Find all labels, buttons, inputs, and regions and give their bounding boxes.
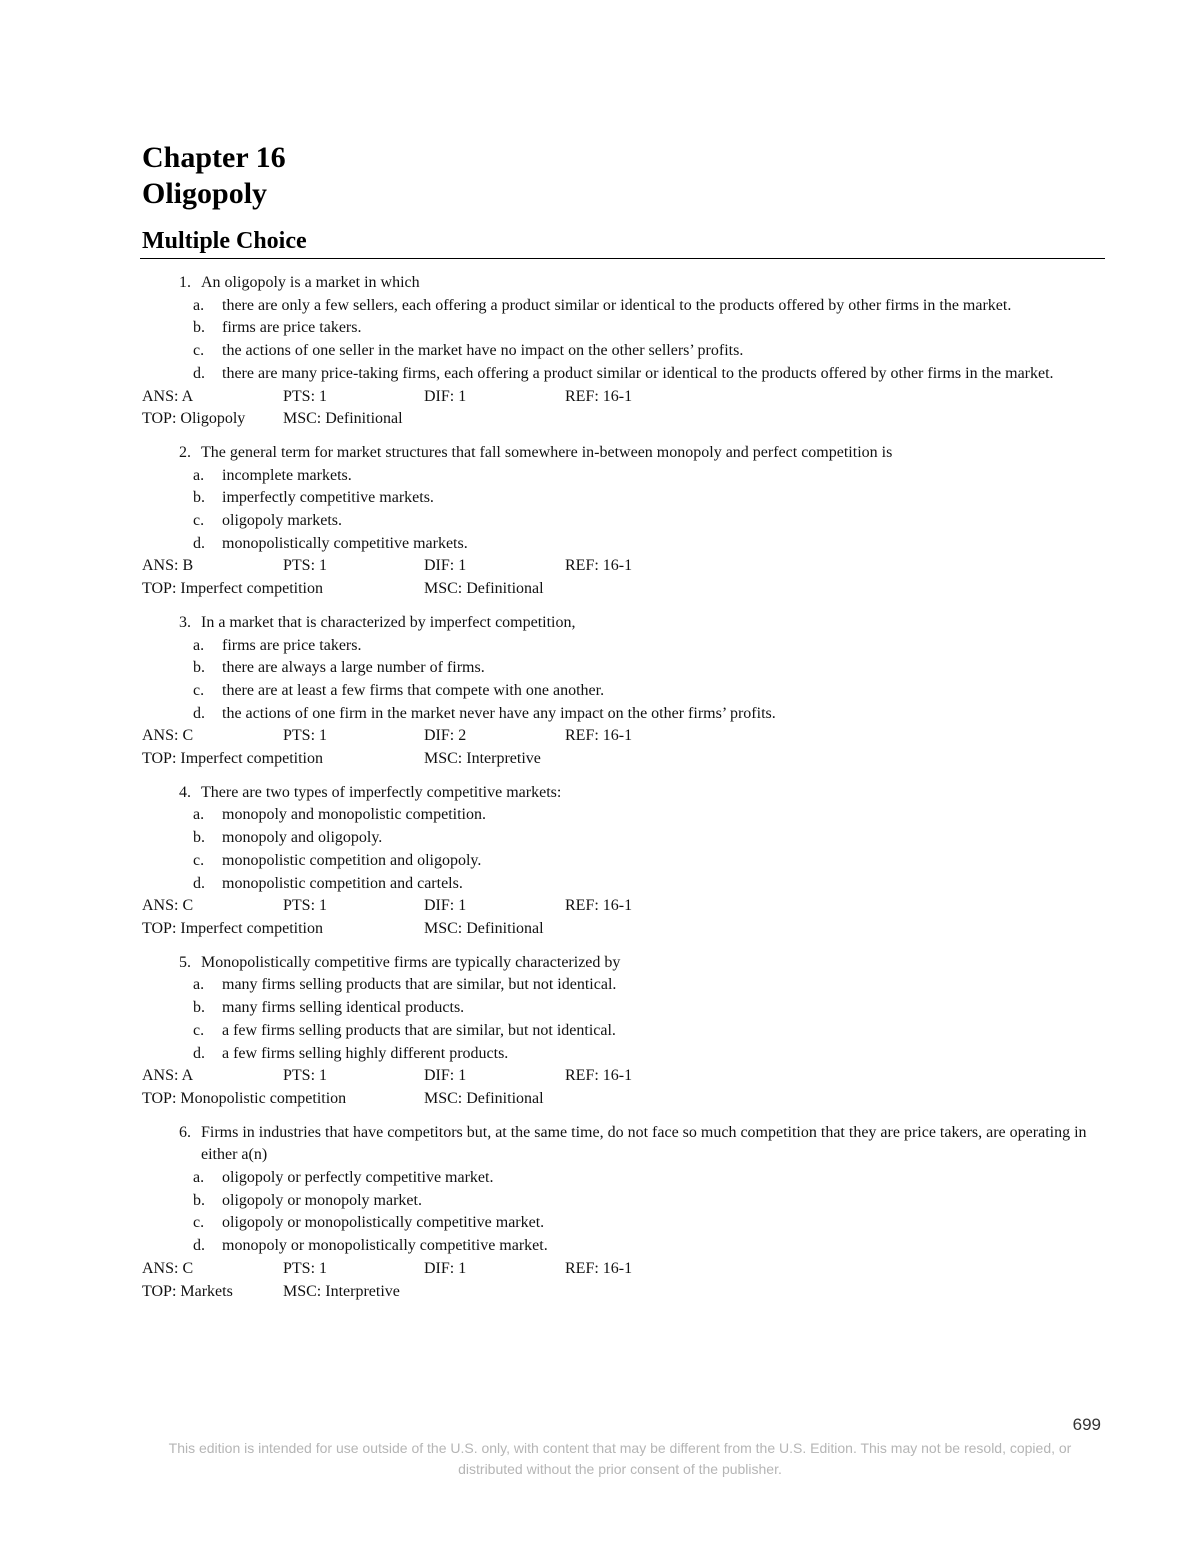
- difficulty: DIF: 2: [424, 727, 467, 745]
- question-stem: [142, 612, 1107, 635]
- question-number-label: 5.: [179, 953, 191, 971]
- answer-meta-row: [142, 386, 1107, 409]
- answer-option: [142, 1043, 1107, 1066]
- option-letter: c.: [193, 851, 205, 869]
- topic: TOP: Imperfect competition: [142, 580, 323, 598]
- answer-option: [142, 827, 1107, 850]
- points: PTS: 1: [283, 897, 328, 915]
- option-text: oligopoly or monopoly market.: [222, 1191, 422, 1209]
- question-number-label: 4.: [179, 783, 191, 801]
- section-divider: [140, 258, 1105, 259]
- question-stem: [142, 442, 1107, 465]
- answer-option: [142, 635, 1107, 658]
- points: PTS: 1: [283, 1259, 328, 1277]
- question-item: [142, 952, 1107, 1111]
- question-item: [142, 612, 1107, 771]
- chapter-heading: [142, 140, 286, 212]
- question-text: An oligopoly is a market in which: [201, 274, 420, 291]
- option-text: there are many price-taking firms, each offering a product similar or identical to the products offered by other firms in the market.: [222, 364, 1054, 382]
- option-text: oligopoly markets.: [222, 512, 342, 530]
- topic-meta-row: [142, 578, 1107, 601]
- answer-key: ANS: B: [142, 557, 194, 575]
- topic: TOP: Markets: [142, 1282, 233, 1300]
- question-text: Monopolistically competitive firms are typically characterized by: [201, 953, 621, 971]
- answer-meta-row: [142, 725, 1107, 748]
- answer-option: [142, 680, 1107, 703]
- copyright-notice: This edition is intended for use outside of the U.S. only, with content that may be different from the U.S. Edition. This may not be resold, copied, or distributed without the prior consent of the publisher.: [168, 1440, 1072, 1477]
- option-letter: c.: [193, 342, 205, 360]
- answer-option: [142, 974, 1107, 997]
- msc: MSC: Interpretive: [424, 750, 541, 768]
- option-letter: b.: [193, 489, 205, 507]
- question-stem: [142, 1122, 1107, 1167]
- option-letter: c.: [193, 1021, 205, 1039]
- difficulty: DIF: 1: [424, 1259, 467, 1277]
- answer-key: ANS: A: [142, 1067, 194, 1085]
- answer-key: ANS: A: [142, 387, 194, 405]
- answer-option: [142, 1167, 1107, 1190]
- answer-meta-row: [142, 1065, 1107, 1088]
- difficulty: DIF: 1: [424, 387, 467, 405]
- question-item: [142, 272, 1107, 431]
- answer-option: [142, 873, 1107, 896]
- answer-option: [142, 657, 1107, 680]
- question-number-label: 2.: [179, 443, 191, 461]
- option-letter: b.: [193, 1191, 205, 1209]
- question-number: [142, 952, 193, 975]
- option-text: monopoly and monopolistic competition.: [222, 806, 486, 824]
- option-text: a few firms selling products that are similar, but not identical.: [222, 1021, 616, 1039]
- question-number: [142, 782, 193, 805]
- reference: REF: 16-1: [565, 557, 633, 575]
- question-stem: [142, 952, 1107, 975]
- option-text: oligopoly or perfectly competitive market.: [222, 1169, 494, 1187]
- answer-option: [142, 804, 1107, 827]
- option-letter: a.: [193, 466, 205, 484]
- option-text: monopolistically competitive markets.: [222, 534, 468, 552]
- topic-meta-row: [142, 1281, 1107, 1304]
- answer-option: [142, 1020, 1107, 1043]
- answer-meta-row: [142, 1258, 1107, 1281]
- answer-option: [142, 703, 1107, 726]
- question-text: In a market that is characterized by imperfect competition,: [201, 613, 576, 631]
- option-text: monopoly and oligopoly.: [222, 829, 383, 847]
- question-number: [142, 1122, 193, 1167]
- reference: REF: 16-1: [565, 1259, 633, 1277]
- question-text: Firms in industries that have competitors but, at the same time, do not face so much competition that they are price takers, are operating in either a(n): [201, 1123, 1087, 1164]
- option-letter: c.: [193, 681, 205, 699]
- msc: MSC: Definitional: [424, 919, 544, 937]
- option-letter: b.: [193, 319, 205, 337]
- answer-option: [142, 510, 1107, 533]
- option-text: oligopoly or monopolistically competitive market.: [222, 1214, 545, 1232]
- points: PTS: 1: [283, 557, 328, 575]
- option-text: the actions of one seller in the market have no impact on the other sellers’ profits.: [222, 342, 744, 360]
- reference: REF: 16-1: [565, 897, 633, 915]
- topic-meta-row: [142, 408, 1107, 431]
- question-item: [142, 1122, 1107, 1304]
- answer-meta-row: [142, 895, 1107, 918]
- option-letter: b.: [193, 829, 205, 847]
- answer-key: ANS: C: [142, 727, 194, 745]
- answer-option: [142, 533, 1107, 556]
- msc: MSC: Definitional: [283, 410, 403, 428]
- question-item: [142, 442, 1107, 601]
- question-text: The general term for market structures that fall somewhere in-between monopoly and perfect competition is: [201, 443, 893, 461]
- msc: MSC: Definitional: [424, 580, 544, 598]
- option-text: firms are price takers.: [222, 319, 362, 337]
- question-list: [142, 272, 1107, 1314]
- topic: TOP: Monopolistic competition: [142, 1089, 347, 1107]
- option-text: firms are price takers.: [222, 636, 362, 654]
- option-letter: d.: [193, 874, 205, 892]
- option-letter: a.: [193, 806, 205, 824]
- answer-key: ANS: C: [142, 897, 194, 915]
- topic: TOP: Oligopoly: [142, 410, 246, 428]
- option-text: monopoly or monopolistically competitive market.: [222, 1237, 548, 1255]
- question-number: [142, 272, 193, 295]
- answer-option: [142, 487, 1107, 510]
- answer-option: [142, 317, 1107, 340]
- option-letter: d.: [193, 534, 205, 552]
- topic-meta-row: [142, 748, 1107, 771]
- question-number-label: 1.: [179, 274, 191, 291]
- option-text: there are always a large number of firms.: [222, 659, 485, 677]
- question-text: There are two types of imperfectly competitive markets:: [201, 783, 562, 801]
- question-item: [142, 782, 1107, 941]
- option-letter: c.: [193, 1214, 205, 1232]
- option-text: there are only a few sellers, each offering a product similar or identical to the products offered by other firms in the market.: [222, 296, 1012, 314]
- reference: REF: 16-1: [565, 727, 633, 745]
- points: PTS: 1: [283, 387, 328, 405]
- question-number: [142, 612, 193, 635]
- topic: TOP: Imperfect competition: [142, 750, 323, 768]
- topic-meta-row: [142, 1088, 1107, 1111]
- answer-option: [142, 1190, 1107, 1213]
- option-text: the actions of one firm in the market never have any impact on the other firms’ profits.: [222, 704, 776, 722]
- topic: TOP: Imperfect competition: [142, 919, 323, 937]
- answer-option: [142, 997, 1107, 1020]
- difficulty: DIF: 1: [424, 557, 467, 575]
- option-text: incomplete markets.: [222, 466, 352, 484]
- option-letter: a.: [193, 636, 205, 654]
- question-stem: [142, 782, 1107, 805]
- section-heading: Multiple Choice: [142, 228, 307, 254]
- chapter-topic: Oligopoly: [142, 177, 268, 210]
- option-text: many firms selling identical products.: [222, 999, 465, 1017]
- option-letter: b.: [193, 659, 205, 677]
- option-letter: d.: [193, 364, 205, 382]
- option-letter: d.: [193, 1044, 205, 1062]
- option-letter: a.: [193, 976, 205, 994]
- topic-meta-row: [142, 918, 1107, 941]
- option-text: a few firms selling highly different products.: [222, 1044, 509, 1062]
- msc: MSC: Definitional: [424, 1089, 544, 1107]
- option-letter: a.: [193, 1169, 205, 1187]
- option-text: there are at least a few firms that compete with one another.: [222, 681, 605, 699]
- difficulty: DIF: 1: [424, 1067, 467, 1085]
- option-letter: b.: [193, 999, 205, 1017]
- option-text: monopolistic competition and cartels.: [222, 874, 463, 892]
- answer-option: [142, 1212, 1107, 1235]
- option-text: monopolistic competition and oligopoly.: [222, 851, 482, 869]
- option-text: imperfectly competitive markets.: [222, 489, 434, 507]
- answer-option: [142, 1235, 1107, 1258]
- option-text: many firms selling products that are similar, but not identical.: [222, 976, 617, 994]
- question-number: [142, 442, 193, 465]
- question-stem: [142, 272, 1107, 295]
- answer-option: [142, 340, 1107, 363]
- option-letter: d.: [193, 704, 205, 722]
- answer-option: [142, 850, 1107, 873]
- question-number-label: 6.: [179, 1123, 191, 1141]
- answer-option: [142, 295, 1107, 318]
- points: PTS: 1: [283, 1067, 328, 1085]
- msc: MSC: Interpretive: [283, 1282, 400, 1300]
- option-letter: a.: [193, 296, 205, 314]
- chapter-number: Chapter 16: [142, 141, 286, 174]
- reference: REF: 16-1: [565, 387, 633, 405]
- difficulty: DIF: 1: [424, 897, 467, 915]
- points: PTS: 1: [283, 727, 328, 745]
- option-letter: d.: [193, 1237, 205, 1255]
- question-number-label: 3.: [179, 613, 191, 631]
- answer-meta-row: [142, 555, 1107, 578]
- reference: REF: 16-1: [565, 1067, 633, 1085]
- answer-key: ANS: C: [142, 1259, 194, 1277]
- option-letter: c.: [193, 512, 205, 530]
- page-number: 699: [1072, 1415, 1101, 1434]
- answer-option: [142, 465, 1107, 488]
- answer-option: [142, 363, 1107, 386]
